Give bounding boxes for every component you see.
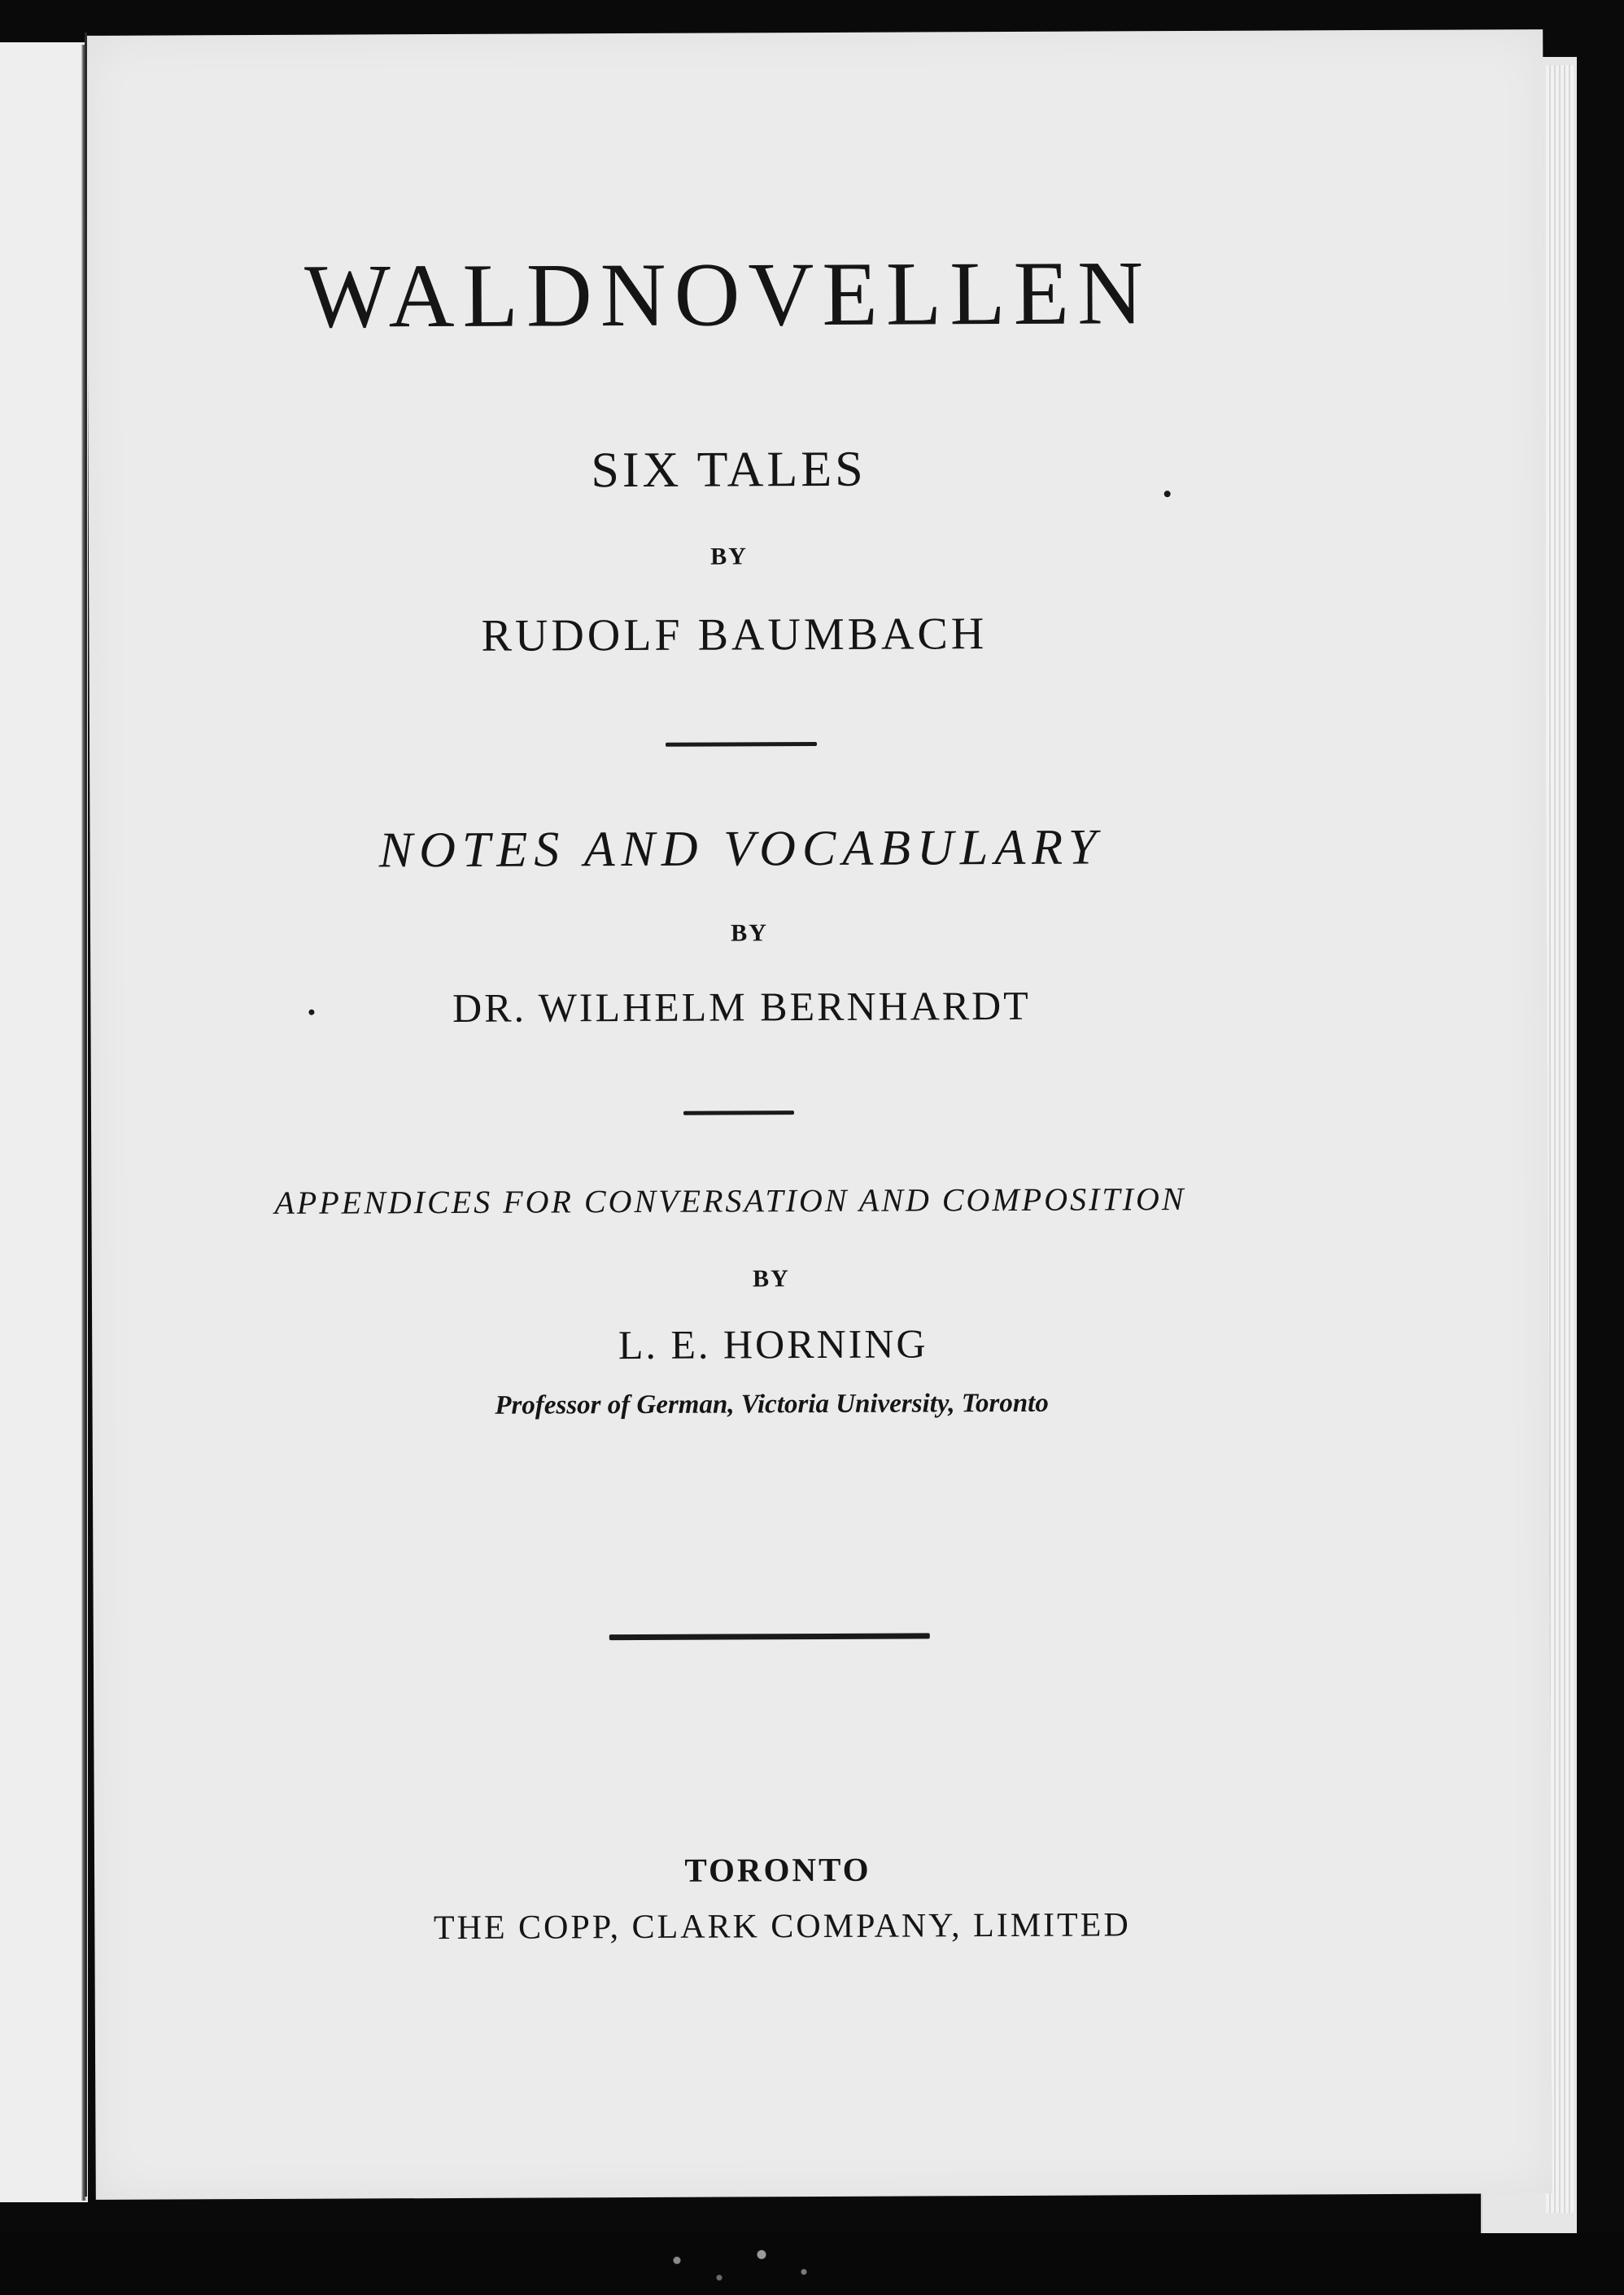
imprint-publisher: THE COPP, CLARK COMPANY, LIMITED (433, 1906, 1131, 1948)
scan-noise (635, 2237, 846, 2295)
appendices-author: L. E. HORNING (618, 1320, 928, 1368)
book-subtitle: SIX TALES (591, 441, 867, 499)
by-label: BY (752, 1265, 790, 1293)
appendices-author-title: Professor of German, Victoria University, Toronto (495, 1388, 1049, 1420)
title-page (86, 29, 1552, 2200)
notes-heading: NOTES AND VOCABULARY (378, 819, 1103, 879)
print-speck (308, 1010, 314, 1015)
divider-rule-thick (609, 1633, 930, 1640)
appendices-heading: APPENDICES FOR CONVERSATION AND COMPOSITION (274, 1180, 1186, 1221)
editor-name: DR. WILHELM BERNHARDT (452, 982, 1031, 1031)
page-binding-line (85, 33, 87, 2197)
divider-rule (666, 742, 817, 747)
print-speck (1164, 491, 1171, 497)
by-label: BY (710, 543, 748, 570)
by-label: BY (731, 919, 768, 947)
divider-rule (683, 1110, 794, 1115)
author-name: RUDOLF BAUMBACH (481, 609, 988, 661)
book-title: WALDNOVELLEN (303, 242, 1152, 347)
imprint-city: TORONTO (684, 1850, 871, 1889)
